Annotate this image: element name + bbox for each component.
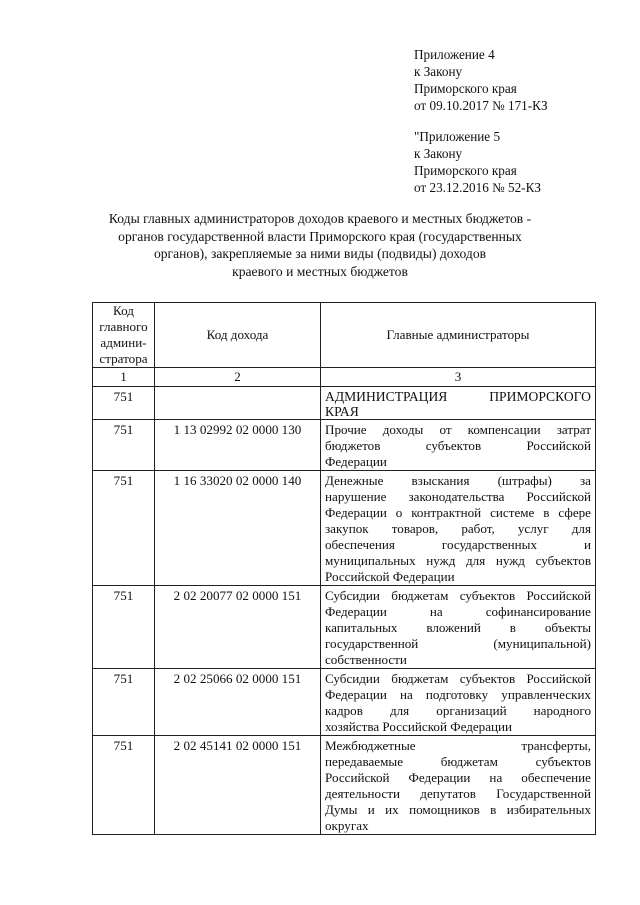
name-line: передаваемые бюджетам субъектов bbox=[325, 754, 591, 769]
appendix-line: "Приложение 5 bbox=[414, 129, 501, 144]
title-line: Коды главных администраторов доходов краевого и местных бюджетов - bbox=[108, 211, 532, 226]
name-line: округах bbox=[325, 818, 369, 833]
table-row bbox=[93, 387, 596, 420]
appendix-line: Приморского края bbox=[414, 81, 517, 96]
admin-code-cell: 751 bbox=[93, 471, 155, 586]
header-income-code: Код дохода bbox=[155, 303, 321, 368]
admin-code-cell: 751 bbox=[93, 420, 155, 471]
name-line: Федерации на подготовку управленческих bbox=[325, 687, 591, 702]
appendix-line: к Закону bbox=[414, 64, 463, 79]
name-line: государственной (муниципальной) bbox=[325, 636, 591, 651]
income-code-cell: 2 02 25066 02 0000 151 bbox=[155, 669, 321, 736]
appendix-line: к Закону bbox=[414, 146, 463, 161]
income-code-cell bbox=[155, 387, 321, 420]
name-line: Федерации bbox=[325, 454, 387, 469]
name-line: Субсидии бюджетам субъектов Российской bbox=[325, 671, 591, 686]
column-number: 2 bbox=[155, 368, 321, 387]
title-line: органов государственной власти Приморского края (государственных bbox=[118, 228, 522, 244]
appendix-5-reference bbox=[414, 128, 541, 196]
name-line: Российской Федерации bbox=[325, 569, 455, 584]
name-line: бюджетов субъектов Российской bbox=[325, 438, 591, 453]
name-line: Российской Федерации на обеспечение bbox=[325, 770, 591, 785]
name-line: хозяйства Российской Федерации bbox=[325, 719, 513, 734]
name-line: Межбюджетные трансферты, bbox=[325, 738, 591, 753]
name-line: Федерации на софинансирование bbox=[325, 604, 591, 619]
appendix-line: Приложение 4 bbox=[414, 47, 495, 62]
appendix-line: от 09.10.2017 № 171-КЗ bbox=[414, 98, 548, 113]
administrator-name-cell bbox=[321, 420, 596, 471]
table-header-row bbox=[93, 303, 596, 368]
name-line: обеспечения государственных и bbox=[325, 537, 591, 552]
admin-code-cell: 751 bbox=[93, 736, 155, 835]
name-line: муниципальных нужд для нужд субъектов bbox=[325, 553, 591, 568]
table-row bbox=[93, 586, 596, 669]
administrator-name-cell bbox=[321, 669, 596, 736]
table-row bbox=[93, 420, 596, 471]
name-line: КРАЯ bbox=[325, 404, 359, 419]
administrator-name-cell bbox=[321, 471, 596, 586]
appendix-line: Приморского края bbox=[414, 163, 517, 178]
table-row bbox=[93, 471, 596, 586]
income-code-cell: 1 16 33020 02 0000 140 bbox=[155, 471, 321, 586]
table-row bbox=[93, 736, 596, 835]
column-number: 3 bbox=[321, 368, 596, 387]
name-line: закупок товаров, работ, услуг для bbox=[325, 521, 591, 536]
admin-code-cell: 751 bbox=[93, 586, 155, 669]
header-administrators: Главные администраторы bbox=[321, 303, 596, 368]
administrator-name-cell bbox=[321, 736, 596, 835]
administrators-table bbox=[92, 302, 596, 835]
name-line: Федерации о контрактной системе в сфере bbox=[325, 505, 591, 520]
name-line: Прочие доходы от компенсации затрат bbox=[325, 422, 591, 437]
title-line: органов), закрепляемые за ними виды (подвиды) доходов bbox=[153, 246, 487, 261]
title-line: краевого и местных бюджетов bbox=[232, 263, 408, 279]
appendix-4-reference bbox=[414, 46, 548, 114]
name-line: Думы и их помощников в избирательных bbox=[325, 802, 591, 817]
name-line: собственности bbox=[325, 652, 407, 667]
name-line: АДМИНИСТРАЦИЯ ПРИМОРСКОГО bbox=[325, 389, 591, 404]
administrator-name-cell bbox=[321, 586, 596, 669]
name-line: Денежные взыскания (штрафы) за bbox=[325, 473, 591, 488]
appendix-line: от 23.12.2016 № 52-КЗ bbox=[414, 180, 541, 195]
column-number: 1 bbox=[93, 368, 155, 387]
income-code-cell: 2 02 45141 02 0000 151 bbox=[155, 736, 321, 835]
income-code-cell: 2 02 20077 02 0000 151 bbox=[155, 586, 321, 669]
document-title bbox=[90, 210, 550, 280]
name-line: Субсидии бюджетам субъектов Российской bbox=[325, 588, 591, 603]
admin-code-cell: 751 bbox=[93, 387, 155, 420]
name-line: капитальных вложений в объекты bbox=[325, 620, 591, 635]
income-code-cell: 1 13 02992 02 0000 130 bbox=[155, 420, 321, 471]
name-line: деятельности депутатов Государственной bbox=[325, 786, 591, 801]
column-number-row bbox=[93, 368, 596, 387]
header-admin-code: Код главного админи- стратора bbox=[93, 303, 155, 368]
administrator-name-cell bbox=[321, 387, 596, 420]
name-line: нарушение законодательства Российской bbox=[325, 489, 591, 504]
table-row bbox=[93, 669, 596, 736]
name-line: кадров для организаций народного bbox=[325, 703, 591, 718]
admin-code-cell: 751 bbox=[93, 669, 155, 736]
